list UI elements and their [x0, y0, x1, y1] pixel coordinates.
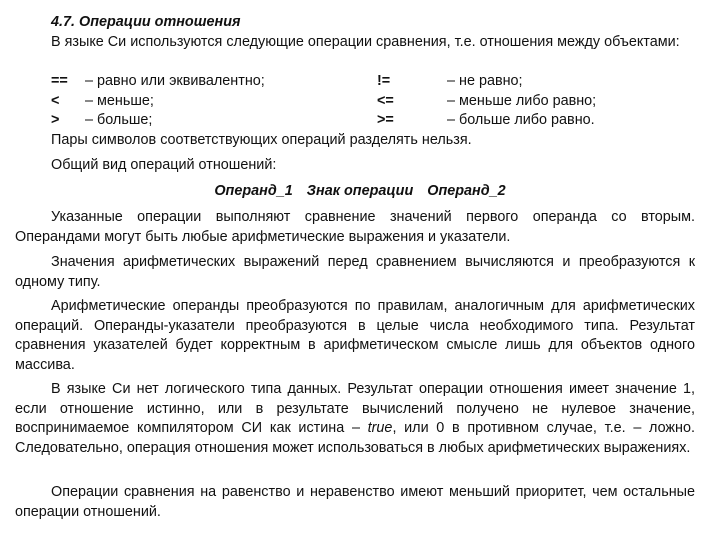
operator-description: – меньше либо равно;: [447, 92, 597, 109]
paragraph-logic-text-b: , или 0 в противном случае, т.е. – ложно. Следовательно, операция отношения может использоваться в любых арифметических выражениях.: [15, 420, 695, 456]
operator-symbol: ==: [51, 73, 68, 89]
formula-operand-1: Операнд_1: [214, 183, 293, 199]
paragraph-comparison: Указанные операции выполняют сравнение значений первого операнда со вторым. Операндами могут быть любые арифметические выражения и указатели.: [15, 209, 695, 245]
paragraph-logic-type: [15, 380, 695, 458]
operator-symbol: >: [51, 112, 60, 129]
operator-description: – меньше;: [85, 92, 154, 109]
true-keyword: true: [367, 420, 393, 437]
operator-description: – равно или эквивалентно;: [85, 73, 265, 89]
paragraph-logic-text-a: В языке Си нет логического типа данных. Результат операции отношения имеет значение 1, если отношение истинно, или в результате вычислений получено не нулевое значение, воспринимаемое компилятором СИ как истина –: [15, 381, 695, 437]
operator-description: – больше;: [85, 112, 153, 129]
operator-description: – больше либо равно.: [447, 112, 595, 129]
paragraph-conversion: Значения арифметических выражений перед сравнением вычисляются и преобразуются к одному типу.: [15, 254, 695, 290]
operator-row: [51, 92, 651, 112]
section-heading: 4.7. Операции отношения: [51, 14, 241, 30]
operator-row: [51, 111, 651, 131]
paragraph-arithmetic-operands: Арифметические операнды преобразуются по правилам, аналогичным для арифметических операций. Операнды-указатели преобразуются в целые числа необходимого типа. Результат сравнения указателей будет корректным в арифметическом смысле лишь для объектов одного массива.: [15, 298, 695, 373]
operator-row: [51, 72, 651, 92]
intro-paragraph: В языке Си используются следующие операции сравнения, т.е. отношения между объектами:: [51, 34, 680, 50]
operator-symbol: <: [51, 92, 60, 109]
formula-operator: Знак операции: [306, 183, 414, 199]
pairs-note: Пары символов соответствующих операций разделять нельзя.: [51, 132, 472, 148]
operator-symbol: <=: [377, 92, 394, 109]
paragraph-priority: Операции сравнения на равенство и неравенство имеют меньший приоритет, чем остальные операции отношений.: [15, 484, 695, 520]
formula-line: [0, 182, 720, 202]
formula-operand-2: Операнд_2: [427, 183, 506, 199]
operator-symbol: !=: [377, 73, 391, 89]
operators-list: [51, 72, 651, 131]
general-form-label: Общий вид операций отношений:: [51, 157, 277, 173]
operator-description: – не равно;: [447, 73, 523, 89]
operator-symbol: >=: [377, 112, 394, 129]
